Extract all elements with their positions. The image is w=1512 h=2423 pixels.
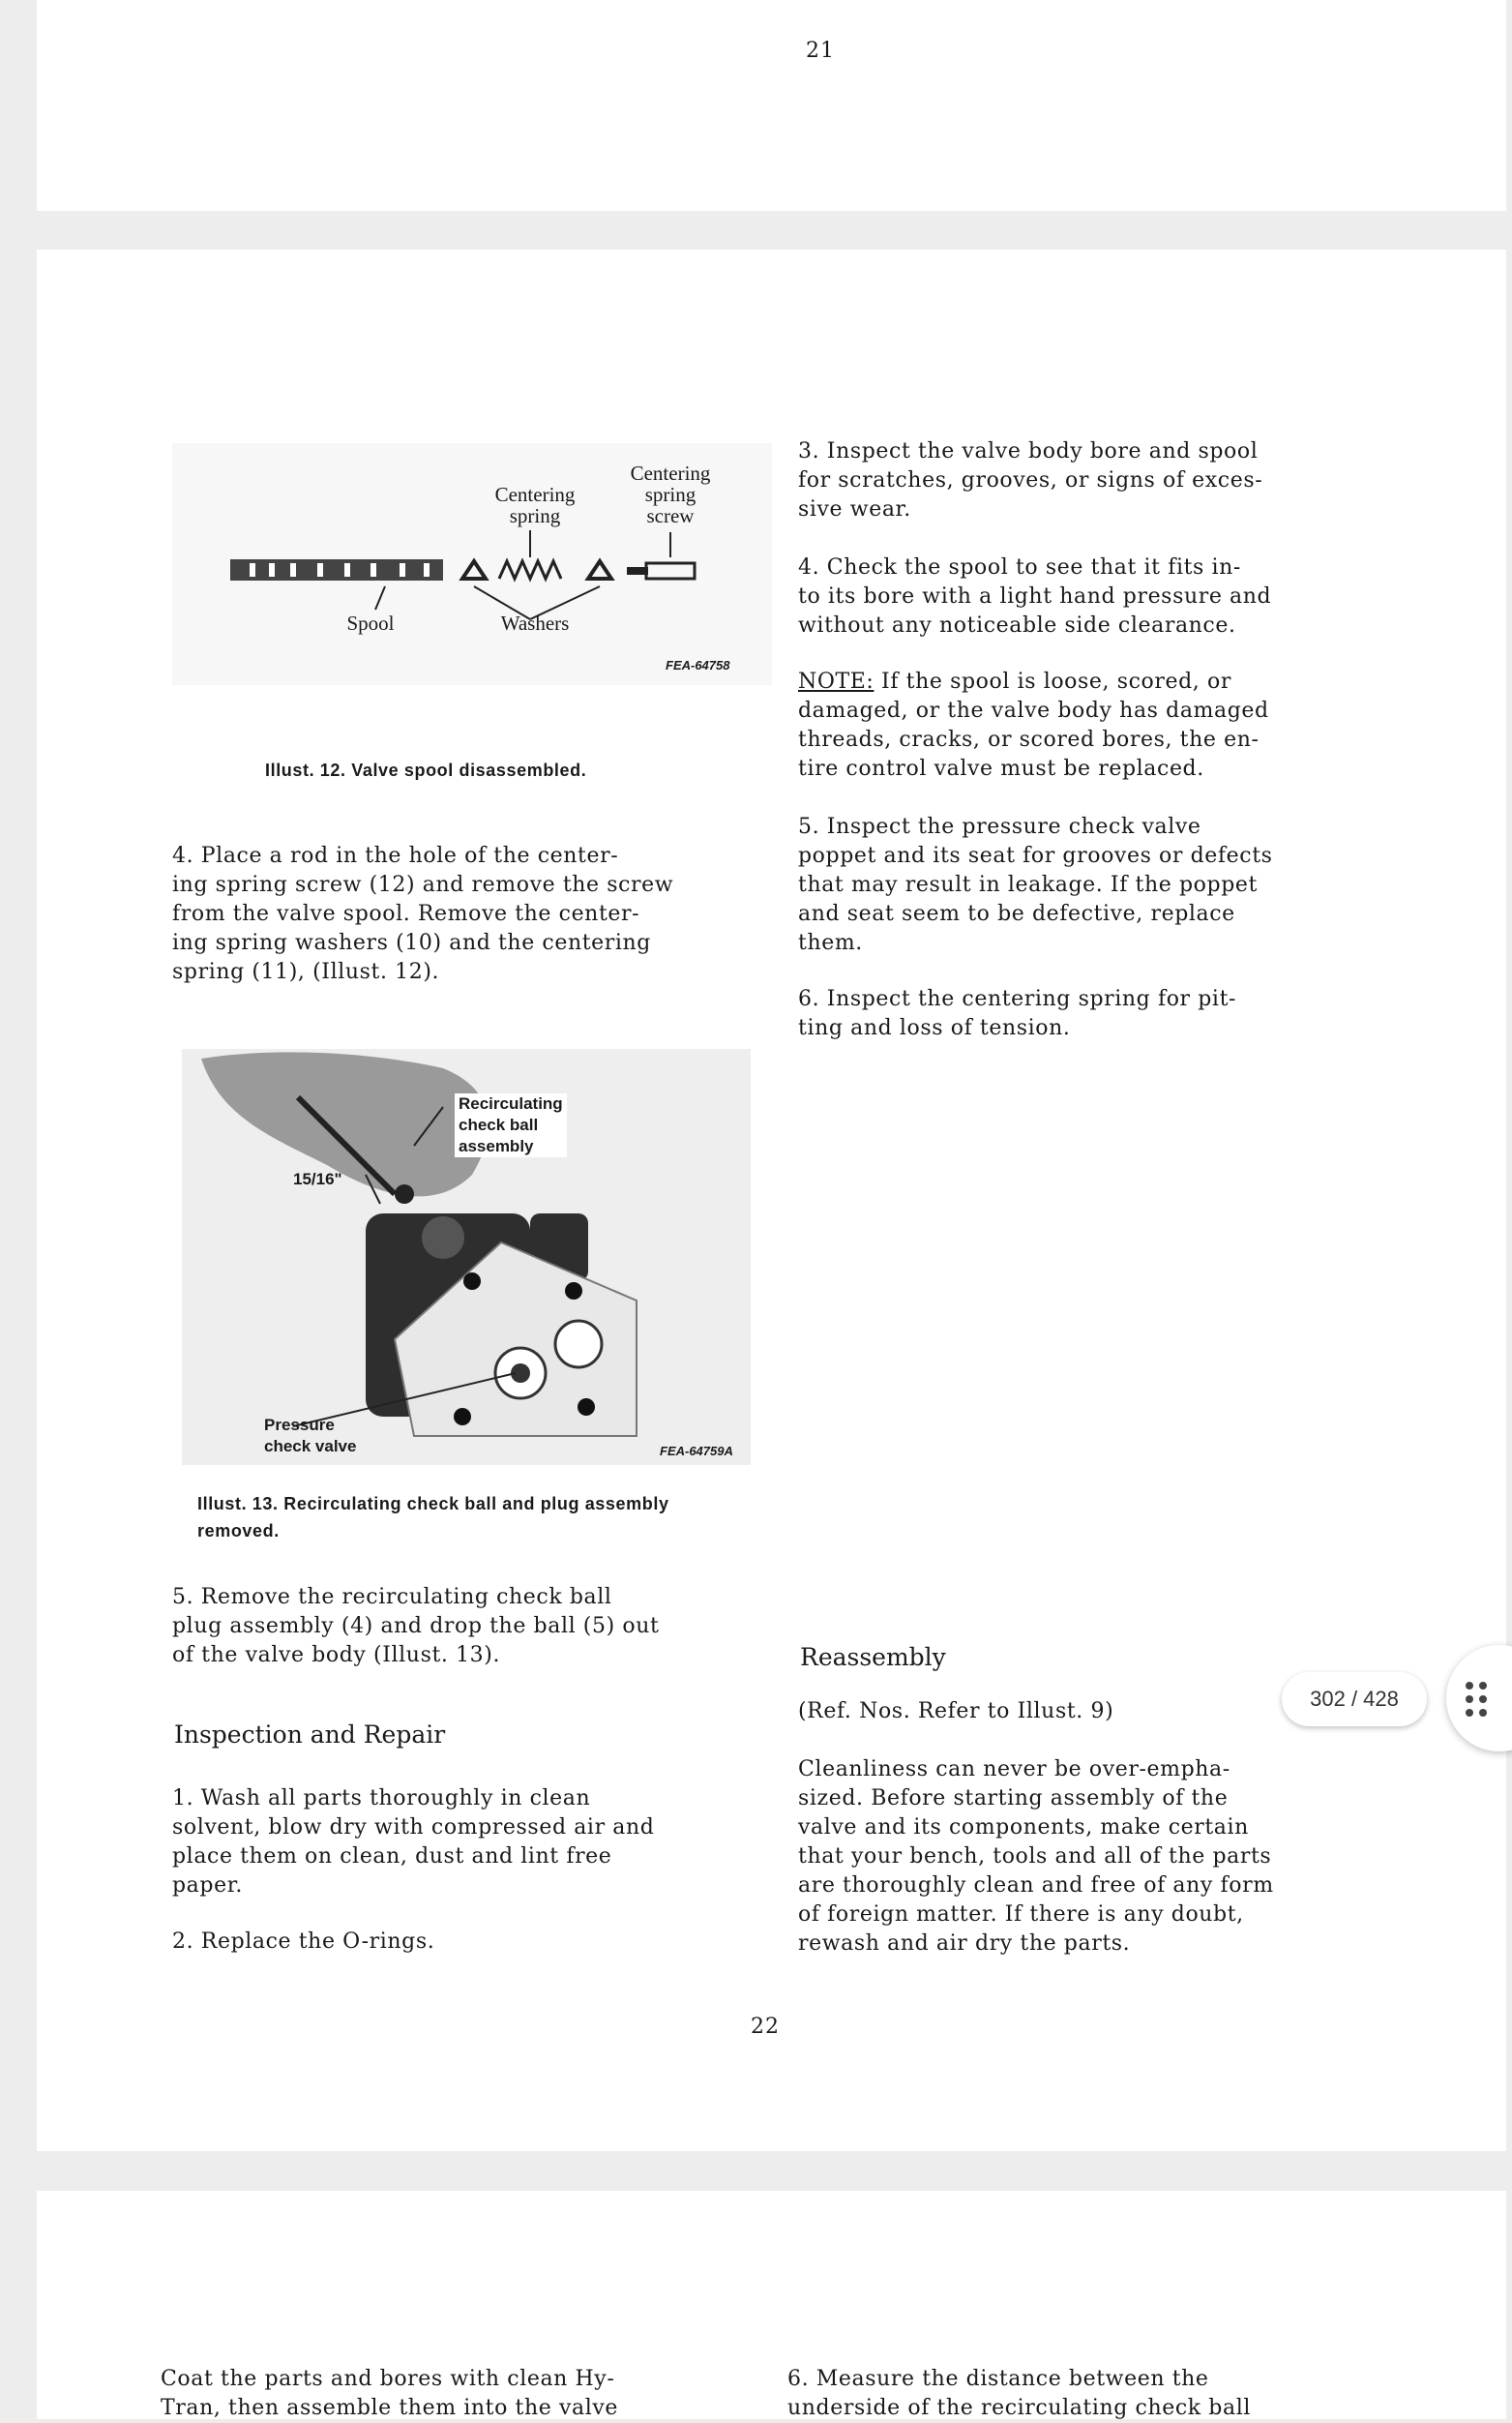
figure-code: FEA-64758 — [666, 658, 730, 673]
label-pressure-check-valve: Pressure check valve — [264, 1416, 357, 1455]
heading-inspection-repair: Inspection and Repair — [174, 1720, 446, 1749]
note-label: NOTE: — [798, 670, 875, 694]
label-centering-spring: Centering spring — [494, 483, 576, 527]
note-first-line-text: If the spool is loose, scored, or — [874, 670, 1231, 694]
page-21 — [37, 0, 1506, 211]
right-paragraph-3: 3. Inspect the valve body bore and spool for scratches, grooves, or signs of exces- sive wear. — [798, 439, 1263, 522]
left-paragraph-2: 2. Replace the O-rings. — [172, 1929, 435, 1954]
right-paragraph-6: 6. Inspect the centering spring for pit- ting and loss of tension. — [798, 987, 1237, 1040]
grid-dots-icon — [1466, 1682, 1489, 1717]
label-spool: Spool — [346, 612, 395, 635]
left-paragraph-5: 5. Remove the recirculating check ball plug assembly (4) and drop the ball (5) out of the valve body (Illust. 13). — [172, 1585, 660, 1667]
illustration-12-caption: Illust. 12. Valve spool disassembled. — [265, 761, 587, 780]
left-paragraph-4: 4. Place a rod in the hole of the center- ing spring screw (12) and remove the screw from the valve spool. Remove the center- ing spring washers (10) and the centering spring (11), (Illust. 12). — [172, 844, 674, 984]
illustration-13-caption: Illust. 13. Recirculating check ball and plug assembly removed. — [197, 1494, 669, 1541]
page-number: 21 — [806, 39, 835, 63]
heading-reassembly: Reassembly — [800, 1643, 946, 1671]
note-first-line — [798, 668, 1231, 697]
label-recirculating-check-ball: Recirculating check ball assembly — [455, 1093, 567, 1157]
reassembly-reference: (Ref. Nos. Refer to Illust. 9) — [798, 1699, 1114, 1723]
page-22 — [37, 250, 1506, 2151]
bottom-left-paragraph: Coat the parts and bores with clean Hy- Tran, then assemble them into the valve — [161, 2367, 618, 2420]
label-centering-spring-screw: Centering spring screw — [630, 462, 711, 527]
label-washers: Washers — [500, 612, 570, 635]
left-paragraph-1: 1. Wash all parts thoroughly in clean solvent, blow dry with compressed air and place them on clean, dust and lint free paper. — [172, 1786, 655, 1898]
note-paragraph: damaged, or the valve body has damaged threads, cracks, or scored bores, the en- tire control valve must be replaced. — [798, 699, 1269, 781]
label-size: 15/16" — [293, 1170, 342, 1188]
page-counter: 302 / 428 — [1282, 1672, 1427, 1726]
illustration-13 — [182, 1049, 751, 1465]
reassembly-paragraph: Cleanliness can never be over-empha- sized. Before starting assembly of the valve and its components, make certain that your bench, tools and all of the parts are thoroughly clean and free of any form of foreign matter. If there is any doubt, rewash and air dry the parts. — [798, 1757, 1274, 1956]
right-paragraph-5: 5. Inspect the pressure check valve poppet and its seat for grooves or defects that may result in leakage. If the poppet and seat seem to be defective, replace them. — [798, 815, 1273, 955]
bottom-right-paragraph: 6. Measure the distance between the underside of the recirculating check ball — [787, 2367, 1251, 2420]
page-number: 22 — [751, 2015, 780, 2039]
figure-code: FEA-64759A — [660, 1444, 733, 1458]
illustration-12 — [172, 443, 772, 685]
page-23 — [37, 2191, 1506, 2419]
right-paragraph-4: 4. Check the spool to see that it fits in- to its bore with a light hand pressure and without any noticeable side clearance. — [798, 555, 1272, 638]
